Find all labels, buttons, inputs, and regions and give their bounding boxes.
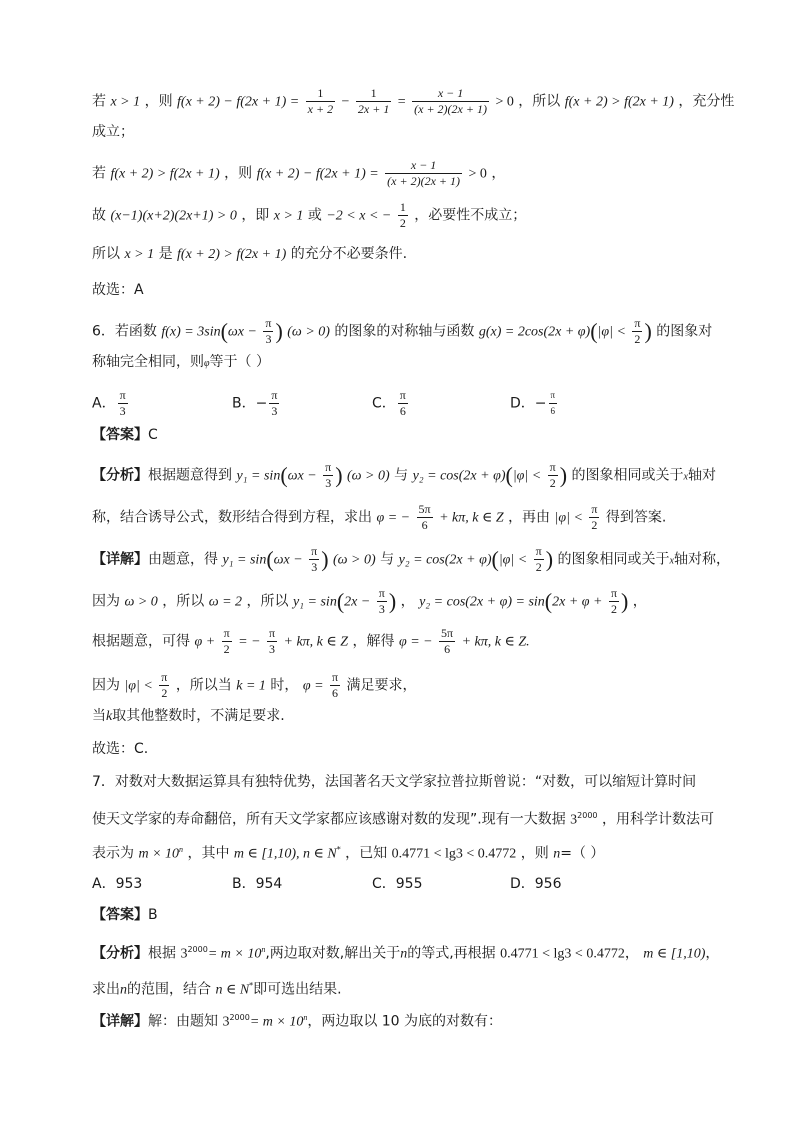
math-phi: φ (204, 358, 210, 369)
text: 若 (92, 165, 106, 182)
answer-choice-line: 故选：C. (92, 741, 149, 757)
analysis-line: 称，结合诱导公式，数形结合得到方程，求出 φ = − $\frac{5\pi}{6}$ + kπ, k ∈ Z ，再由 |φ| < $\frac{\pi}{2}$ 得到答案. (92, 502, 667, 532)
math-condition: (ω > 0) (287, 324, 330, 340)
text: ，即 (241, 207, 270, 224)
math-x-gt-1: x > 1 (110, 94, 141, 110)
text: 等于（ ） (209, 354, 270, 370)
equals-sign: = (397, 94, 406, 110)
math-function: g(x) = 2cos(2x + φ) (478, 324, 591, 340)
detail-line: 【详解】由题意，得 y₁ = sin(ωx − $\frac{\pi}{3}$ ) (ω > 0) 与 y₂ = cos(2x + φ)(|φ| < $\frac{\pi}{2}$ ) 的图象相同或关于x轴对称， (92, 544, 730, 574)
math-gt-zero: > 0 (495, 94, 514, 110)
option-c[interactable]: C．955 (372, 876, 423, 892)
analysis-line: 求出n的范围，结合 n ∈ N*即可选出结果. (92, 981, 342, 998)
option-a[interactable]: A． $\frac{\pi}{3}$ (92, 388, 126, 418)
detail-line: 因为 ω > 0 ，所以 ω = 2 ，所以 y₁ = sin(2x − $\frac{\pi}{3}$ ) ， y₂ = cos(2x + φ) = sin(2x + φ + $\frac{\pi}{2}$ ) ， (92, 586, 647, 616)
detail-line: 【详解】解：由题知 $3^{2000}= m \times 10^n$，两边取以 10 为底的对数有： (92, 1013, 503, 1030)
analysis-line: 【分析】根据题意得到 y₁ = sin(ωx − $\frac{\pi}{3}$ ) (ω > 0) 与 y₂ = cos(2x + φ)(|φ| < $\frac{\pi}{2}$ ) 的图象相同或关于x轴对 (92, 460, 716, 490)
text: ，所以 (518, 93, 561, 110)
math-product: (x−1)(x+2)(2x+1) > 0 (110, 208, 237, 224)
math-inequality: f(x + 2) > f(2x + 1) (564, 94, 674, 110)
fraction: $\frac{x - 1}{(x + 2)(2x + 1)}$ (414, 86, 487, 116)
text: ， (491, 165, 506, 182)
option-c[interactable]: C． $\frac{\pi}{6}$ (372, 388, 406, 418)
text: 故 (92, 207, 106, 224)
detail-line: 根据题意，可得 φ + $\frac{\pi}{2}$ = − $\frac{\pi}{3}$ + kπ, k ∈ Z ，解得 φ = − $\frac{5\pi}{6}$ + kπ, k ∈ Z. (92, 626, 530, 656)
fraction: $\frac{1}{x + 2}$ (307, 86, 334, 116)
question-7-stem: 7．对数对大数据运算具有独特优势，法国著名天文学家拉普拉斯曾说：“对数，可以缩短计算时间 (92, 774, 697, 790)
option-d[interactable]: D．956 (510, 876, 562, 892)
fraction: $\frac{x - 1}{(x + 2)(2x + 1)}$ (387, 158, 461, 188)
question-7-stem: 使天文学家的寿命翻倍，所有天文学家都应该感谢对数的发现”.现有一大数据 $3^{2000}$ ，用科学计数法可 (92, 811, 714, 828)
math-range: −2 < x < − (326, 208, 392, 224)
text: 成立； (92, 124, 134, 140)
answer-tag: 【答案】 (92, 427, 148, 443)
math-difference: f(x + 2) − f(2x + 1) = (256, 166, 379, 182)
question-6-stem (92, 352, 270, 374)
text: 故选：A (92, 282, 144, 298)
option-d[interactable]: D．− $\frac{\pi}{6}$ (510, 390, 556, 416)
answer-line (92, 425, 158, 445)
answer-choice-line (92, 280, 144, 300)
solution-line-necessity (92, 158, 505, 189)
text: ，充分性 (678, 93, 735, 110)
math-gt-zero: > 0 (468, 166, 487, 182)
text: 称轴完全相同，则 (92, 354, 204, 370)
text: 的充分不必要条件. (290, 246, 408, 262)
fraction: $\frac{1}{2}$ (399, 200, 406, 230)
option-b[interactable]: B．− $\frac{\pi}{3}$ (232, 388, 278, 418)
text: 所以 (92, 246, 120, 262)
math-inequality: f(x + 2) > f(2x + 1) (177, 247, 287, 262)
question-7-stem: 表示为 $m \times 10^n$ ，其中 m ∈ [1,10), n ∈ N* ，已知 0.4771 < lg3 < 0.4772 ，则 n=（ ） (92, 845, 605, 862)
text: ，则 (224, 165, 253, 182)
fraction: $\frac{1}{2x + 1}$ (357, 86, 390, 116)
text: 的图象的对称轴与函数 (334, 323, 475, 340)
solution-line (92, 200, 526, 231)
text: 若 (92, 93, 106, 110)
math-x-gt-1: x > 1 (273, 208, 304, 224)
analysis-tag: 【分析】 (92, 945, 148, 962)
text: 是 (158, 246, 173, 262)
question-number: 6．若函数 (92, 323, 157, 340)
detail-tag: 【详解】 (92, 1013, 148, 1030)
math-x-gt-1: x > 1 (124, 247, 155, 262)
detail-line: 因为 |φ| < $\frac{\pi}{2}$ ，所以当 k = 1 时， φ = $\frac{\pi}{6}$ 满足要求， (92, 670, 417, 700)
text: 的图象对 (656, 323, 713, 340)
option-a[interactable]: A．953 (92, 876, 143, 892)
solution-line-sufficiency (92, 86, 734, 117)
fraction: $\frac{\pi}{2}$ (634, 316, 641, 346)
question-6-stem: 6．若函数 f(x) = 3sin(ωx − $\frac{\pi}{3}$ ) (ω > 0) 的图象的对称轴与函数 g(x) = 2cos(2x + φ)(|φ| < $\frac{\pi}{2}$ ) 的图象对 (92, 316, 713, 346)
solution-line (92, 122, 134, 142)
answer-line (92, 905, 158, 925)
text: 或 (307, 207, 322, 224)
math-difference: f(x + 2) − f(2x + 1) = (177, 94, 300, 110)
fraction: $\frac{\pi}{3}$ (265, 316, 272, 346)
math-inequality: f(x + 2) > f(2x + 1) (110, 166, 220, 182)
option-b[interactable]: B．954 (232, 876, 283, 892)
answer-value: C (148, 427, 158, 443)
analysis-tag: 【分析】 (92, 467, 148, 484)
analysis-line: 【分析】根据 $3^{2000}= m \times 10^n$,两边取对数,解出关于n的等式,再根据 0.4771 < lg3 < 0.4772， m ∈ [1,10)， (92, 945, 720, 962)
answer-value: B (148, 907, 158, 923)
text: ，必要性不成立； (414, 207, 527, 224)
detail-tag: 【详解】 (92, 551, 148, 568)
answer-tag: 【答案】 (92, 907, 148, 923)
minus-sign: − (341, 94, 350, 110)
math-function: f(x) = 3sin (161, 324, 221, 340)
text: ，则 (144, 93, 173, 110)
detail-line: 当k取其他整数时，不满足要求. (92, 708, 285, 724)
solution-line (92, 244, 407, 265)
math-condition: |φ| < (597, 324, 626, 340)
math-arg: ωx − (227, 324, 257, 340)
